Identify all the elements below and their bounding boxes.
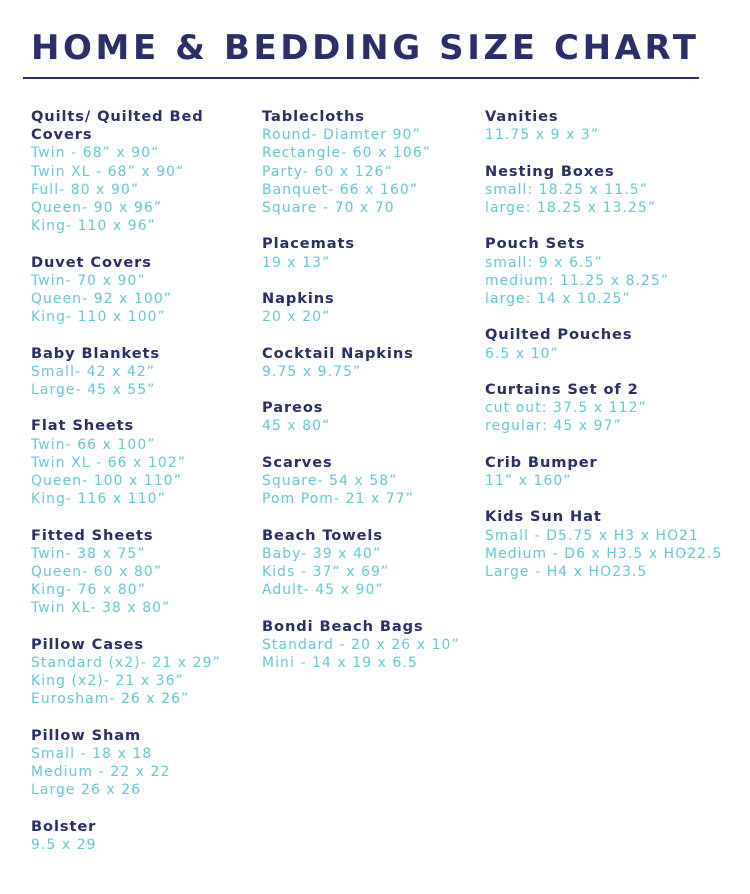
- section-title: Flat Sheets: [31, 417, 135, 435]
- size-section: [485, 235, 747, 308]
- size-section: [31, 636, 251, 709]
- size-item: Twin- 66 x 100”: [31, 436, 156, 453]
- section-title: Beach Towels: [262, 526, 383, 544]
- section-title: Bondi Beach Bags: [262, 617, 424, 635]
- size-item: Queen- 90 x 96”: [31, 200, 163, 217]
- size-item: Queen- 60 x 80”: [31, 564, 163, 581]
- size-item: cut out: 37.5 x 112”: [485, 400, 647, 417]
- section-title: Quilted Pouches: [485, 326, 633, 344]
- size-item: Banquet- 66 x 160”: [262, 181, 419, 198]
- size-column-1: [31, 108, 251, 872]
- size-item: Medium - 22 x 22: [31, 764, 171, 781]
- size-section: [31, 108, 251, 235]
- size-item: King- 110 x 100”: [31, 309, 166, 326]
- size-section: [262, 345, 477, 381]
- size-section: [31, 417, 251, 508]
- section-title: Tablecloths: [262, 108, 365, 125]
- size-item: 19 x 13”: [262, 254, 331, 271]
- size-section: [31, 818, 251, 854]
- section-title: Bolster: [31, 817, 97, 835]
- section-title: Fitted Sheets: [31, 526, 154, 544]
- size-item: Large 26 x 26: [31, 782, 142, 799]
- size-section: [485, 508, 747, 581]
- size-section: [31, 727, 251, 800]
- size-item: Large- 45 x 55”: [31, 382, 156, 399]
- size-section: [31, 254, 251, 327]
- section-title: Pillow Cases: [31, 635, 144, 653]
- section-title: Quilts/ Quilted Bed Covers: [31, 108, 204, 144]
- size-item: Square - 70 x 70: [262, 200, 395, 217]
- size-item: Twin - 68” x 90“: [31, 145, 160, 162]
- size-item: Twin- 38 x 75”: [31, 545, 146, 562]
- section-title: Pareos: [262, 399, 324, 417]
- size-item: Standard (x2)- 21 x 29”: [31, 655, 221, 672]
- size-item: Twin XL - 66 x 102”: [31, 454, 187, 471]
- size-column-2: [262, 108, 477, 690]
- size-section: [262, 235, 477, 271]
- section-title: Placemats: [262, 235, 355, 253]
- size-item: Round- Diamter 90”: [262, 127, 421, 144]
- size-item: Mini - 14 x 19 x 6.5: [262, 654, 418, 671]
- size-item: King (x2)- 21 x 36”: [31, 673, 184, 690]
- title-divider: [23, 77, 699, 79]
- size-section: [31, 345, 251, 400]
- size-item: medium: 11.25 x 8.25”: [485, 272, 670, 289]
- size-item: Queen- 92 x 100”: [31, 291, 173, 308]
- section-title: Vanities: [485, 108, 559, 125]
- size-column-3: [485, 108, 747, 599]
- size-item: King- 76 x 80”: [31, 582, 147, 599]
- page-title: HOME & BEDDING SIZE CHART: [31, 28, 700, 68]
- size-item: King- 116 x 110”: [31, 491, 166, 508]
- size-item: Twin XL- 38 x 80”: [31, 600, 171, 617]
- size-item: Kids - 37“ x 69”: [262, 563, 390, 580]
- section-title: Cocktail Napkins: [262, 344, 414, 362]
- size-item: 20 x 20”: [262, 309, 331, 326]
- section-title: Baby Blankets: [31, 344, 160, 362]
- size-item: Pom Pom- 21 x 77”: [262, 491, 414, 508]
- size-section: [262, 108, 477, 217]
- size-item: Large - H4 x HO23.5: [485, 563, 648, 580]
- size-item: small: 18.25 x 11.5”: [485, 181, 649, 198]
- size-section: [262, 618, 477, 673]
- size-item: King- 110 x 96”: [31, 218, 156, 235]
- size-item: Small - D5.75 x H3 x HO21: [485, 527, 699, 544]
- section-title: Nesting Boxes: [485, 162, 615, 180]
- size-item: 9.75 x 9.75”: [262, 363, 362, 380]
- section-title: Pouch Sets: [485, 235, 586, 253]
- section-title: Duvet Covers: [31, 253, 152, 271]
- size-item: Medium - D6 x H3.5 x HO22.5: [485, 545, 723, 562]
- size-section: [485, 163, 747, 218]
- size-item: Square- 54 x 58”: [262, 472, 398, 489]
- size-section: [31, 527, 251, 618]
- size-item: 6.5 x 10”: [485, 345, 559, 362]
- size-item: Adult- 45 x 90”: [262, 582, 384, 599]
- section-title: Crib Bumper: [485, 453, 598, 471]
- size-item: 45 x 80“: [262, 418, 331, 435]
- size-item: regular: 45 x 97”: [485, 418, 622, 435]
- size-item: Baby- 39 x 40”: [262, 545, 382, 562]
- size-item: 11.75 x 9 x 3”: [485, 127, 600, 144]
- size-item: Twin XL - 68” x 90“: [31, 163, 185, 180]
- size-item: large: 18.25 x 13.25”: [485, 200, 657, 216]
- section-title: Kids Sun Hat: [485, 508, 602, 526]
- size-section: [485, 108, 747, 144]
- size-item: Party- 60 x 126“: [262, 163, 393, 180]
- size-item: 9.5 x 29: [31, 837, 97, 854]
- size-section: [485, 326, 747, 362]
- size-section: [262, 527, 477, 600]
- size-item: Rectangle- 60 x 106”: [262, 145, 432, 162]
- size-item: Full- 80 x 90”: [31, 181, 140, 198]
- size-section: [485, 454, 747, 490]
- section-title: Pillow Sham: [31, 726, 142, 744]
- size-item: Eurosham- 26 x 26”: [31, 691, 190, 708]
- size-item: small: 9 x 6.5”: [485, 254, 603, 271]
- size-section: [262, 454, 477, 509]
- size-item: 11” x 160”: [485, 472, 572, 489]
- size-item: Queen- 100 x 110”: [31, 473, 183, 490]
- size-item: Small - 18 x 18: [31, 746, 153, 763]
- size-item: Twin- 70 x 90”: [31, 272, 146, 289]
- section-title: Napkins: [262, 290, 335, 307]
- size-section: [262, 399, 477, 435]
- size-item: Standard - 20 x 26 x 10”: [262, 636, 460, 653]
- size-section: [485, 381, 747, 436]
- section-title: Scarves: [262, 453, 333, 471]
- size-item: Small- 42 x 42”: [31, 363, 156, 380]
- size-item: large: 14 x 10.25”: [485, 291, 631, 307]
- size-section: [262, 290, 477, 326]
- section-title: Curtains Set of 2: [485, 380, 639, 398]
